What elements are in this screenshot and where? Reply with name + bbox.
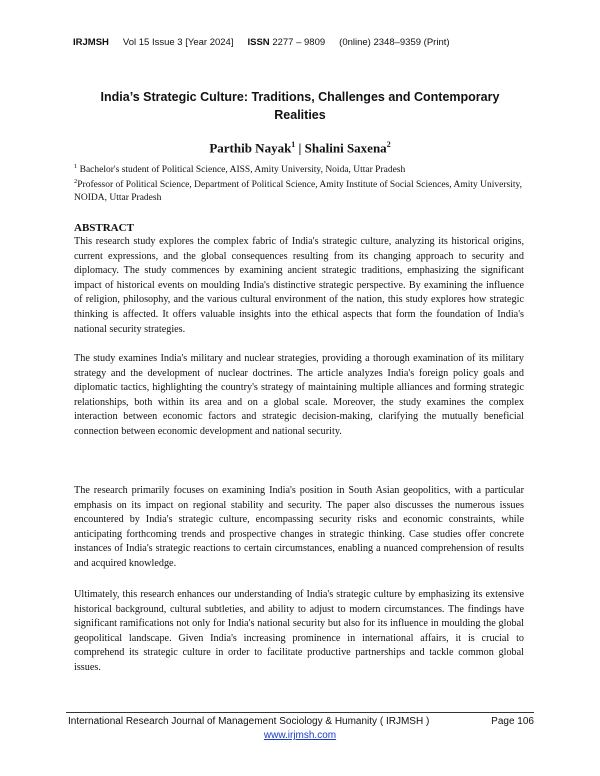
abstract-paragraph-2: The study examines India's military and nuclear strategies, providing a thorough examination of its military strategy and the development of nuclear doctrines. The article analyzes India's foreign policy goals and diplomatic tactics, highlighting the country's strategy of maintaining multiple alliances and forming strategic relationships, both within its area and on a global scale. Moreover, the study examines the complex interaction between economic factors and strategic decision-making, clarifying the mutually beneficial connection between economic development and national security. [74,353,524,437]
affiliation-2 [74,175,534,205]
journal-website-link[interactable]: www.irjmsh.com [263,730,337,741]
author-separator: | [295,140,305,156]
abstract-paragraph-3: The research primarily focuses on examining India's position in South Asian geopolitics, with a particular emphasis on its impact on regional stability and security. The paper also discusses the numerous issues encountered by India's strategic culture, encompassing security risks and economic constraints, while anticipating forthcoming trends and prospective changes in strategic thinking. Case studies offer concrete instances of India's strategic reactions to certain circumstances, enabling a nuanced comprehension of results and acquired knowledge. [74,485,524,569]
author-2: Shalini Saxena [304,140,387,156]
issn-print: 2348–9359 (Print) [373,37,450,48]
issn-label: ISSN [247,37,270,48]
footer-journal-name: International Research Journal of Management Sociology & Humanity ( IRJMSH ) [68,716,430,727]
abstract-paragraph-4: Ultimately, this research enhances our understanding of India's strategic culture by emphasizing its extensive historical background, cultural subtleties, and ability to adjust to modern circumstances. The findings have significant ramifications not only for India's national security but also for its influence in moulding the global geopolitical landscape. Given India's increasing prominence in international affairs, it is crucial to comprehend its strategic culture in order to facilitate productive partnerships and tackle common global issues. [74,589,524,673]
affiliation-1-sup: 1 [74,163,78,170]
paper-title: India’s Strategic Culture: Traditions, Challenges and Contemporary Realities [100,90,500,122]
abstract-paragraph-1: This research study explores the complex fabric of India's strategic culture, analyzing its historical origins, current expressions, and the global consequences resulting from its changing approach to security and diplomacy. The study commences by examining ancient strategic traditions, emphasizing the significant impact of historical events on moulding India's distinctive strategic perspective. By examining the influence of religion, philosophy, and the various cultural environment of the nation, this study explores how strategic thinking is affected. It offers valuable insights into the ethical aspects that form the foundation of India's national security strategies. [74,236,524,335]
abstract-heading: ABSTRACT [74,222,134,234]
journal-abbrev: IRJMSH [73,37,109,48]
affiliation-2-sup: 2 [74,178,78,185]
affiliation-2-text: Professor of Political Science, Department of Political Science, Amity Institute of Social Sciences, Amity University, NOIDA, Uttar Pradesh [74,180,522,204]
footer-link-wrapper [0,730,600,741]
footer [68,716,538,727]
affiliation-1-text: Bachelor's student of Political Science, AISS, Amity University, Noida, Uttar Pradesh [77,165,406,176]
running-header [73,37,450,48]
issn-online: 2277 – 9809 [272,37,326,48]
author-line [0,140,600,156]
author-1: Parthib Nayak [209,140,292,156]
author-1-sup: 1 [291,140,296,149]
author-2-sup: 2 [386,140,391,149]
footer-divider [66,712,534,713]
issn-online-tag: (0nline) [339,37,371,48]
page-number: Page 106 [491,716,534,727]
volume-issue: Vol 15 Issue 3 [Year 2024] [122,37,234,48]
